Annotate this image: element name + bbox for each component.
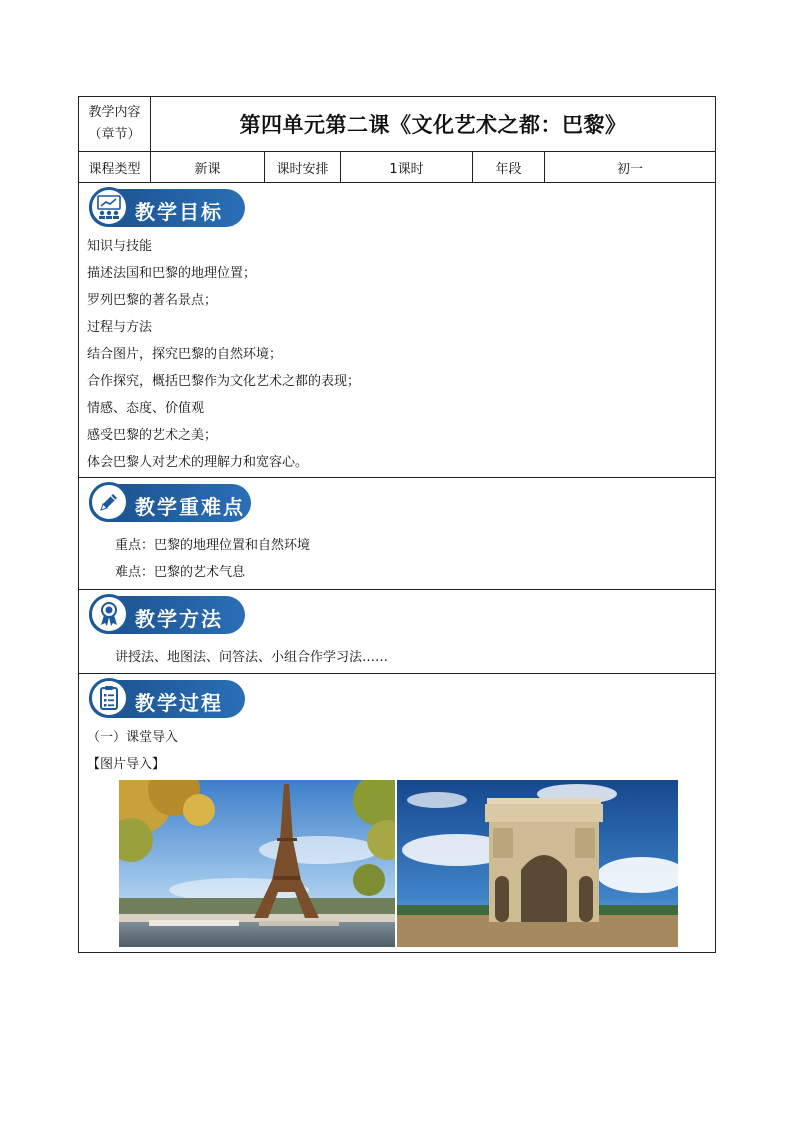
- key-points-section: [79, 478, 716, 590]
- goal-line: 感受巴黎的艺术之美；: [87, 428, 218, 443]
- key-points-list: [79, 532, 715, 586]
- hours-label: 课时安排: [265, 152, 341, 183]
- goals-banner: [89, 187, 245, 231]
- intro-photos: [119, 780, 715, 947]
- lesson-title: 第四单元第二课《文化艺术之都：巴黎》: [151, 97, 716, 152]
- key-points-banner: [89, 482, 251, 526]
- course-type-value: 新课: [151, 152, 265, 183]
- team-growth-icon: [89, 187, 129, 227]
- pencil-icon: [89, 482, 129, 522]
- goals-banner-label: 教学目标: [135, 200, 223, 224]
- goal-line: 知识与技能: [87, 239, 153, 254]
- process-banner: [89, 678, 245, 722]
- goal-line: 体会巴黎人对艺术的理解力和宽容心。: [87, 455, 309, 470]
- method-line: 讲授法、地图法、问答法、小组合作学习法……: [115, 650, 389, 665]
- process-line: 【图片导入】: [87, 757, 166, 772]
- grade-value: 初一: [545, 152, 716, 183]
- methods-list: [79, 644, 715, 671]
- goals-list: [79, 233, 715, 476]
- methods-section: [79, 590, 716, 674]
- goals-section: [79, 183, 716, 478]
- key-points-banner-label: 教学重难点: [135, 495, 245, 519]
- methods-banner: [89, 594, 245, 638]
- content-label-cell: [79, 97, 151, 152]
- award-ribbon-icon: [89, 594, 129, 634]
- process-list: [79, 724, 715, 778]
- eiffel-tower-photo: [119, 780, 395, 947]
- content-label-line2: （章节）: [88, 127, 141, 142]
- content-label-line1: 教学内容: [88, 105, 141, 120]
- goal-line: 过程与方法: [87, 320, 153, 335]
- process-banner-label: 教学过程: [135, 691, 223, 715]
- process-section: [79, 674, 716, 953]
- lesson-plan-page: [78, 96, 715, 953]
- methods-banner-label: 教学方法: [135, 607, 223, 631]
- hours-value: 1课时: [341, 152, 473, 183]
- process-line: （一）课堂导入: [87, 730, 179, 745]
- goal-line: 描述法国和巴黎的地理位置；: [87, 266, 257, 281]
- key-point-line: 重点：巴黎的地理位置和自然环境: [115, 538, 311, 553]
- goal-line: 情感、态度、价值观: [87, 401, 205, 416]
- goal-line: 合作探究，概括巴黎作为文化艺术之都的表现；: [87, 374, 361, 389]
- arc-de-triomphe-photo: [397, 780, 678, 947]
- grade-label: 年段: [473, 152, 545, 183]
- lesson-plan-table: [78, 96, 716, 953]
- goal-line: 罗列巴黎的著名景点；: [87, 293, 218, 308]
- checklist-icon: [89, 678, 129, 718]
- key-point-line: 难点：巴黎的艺术气息: [115, 565, 246, 580]
- course-type-label: 课程类型: [79, 152, 151, 183]
- goal-line: 结合图片，探究巴黎的自然环境；: [87, 347, 283, 362]
